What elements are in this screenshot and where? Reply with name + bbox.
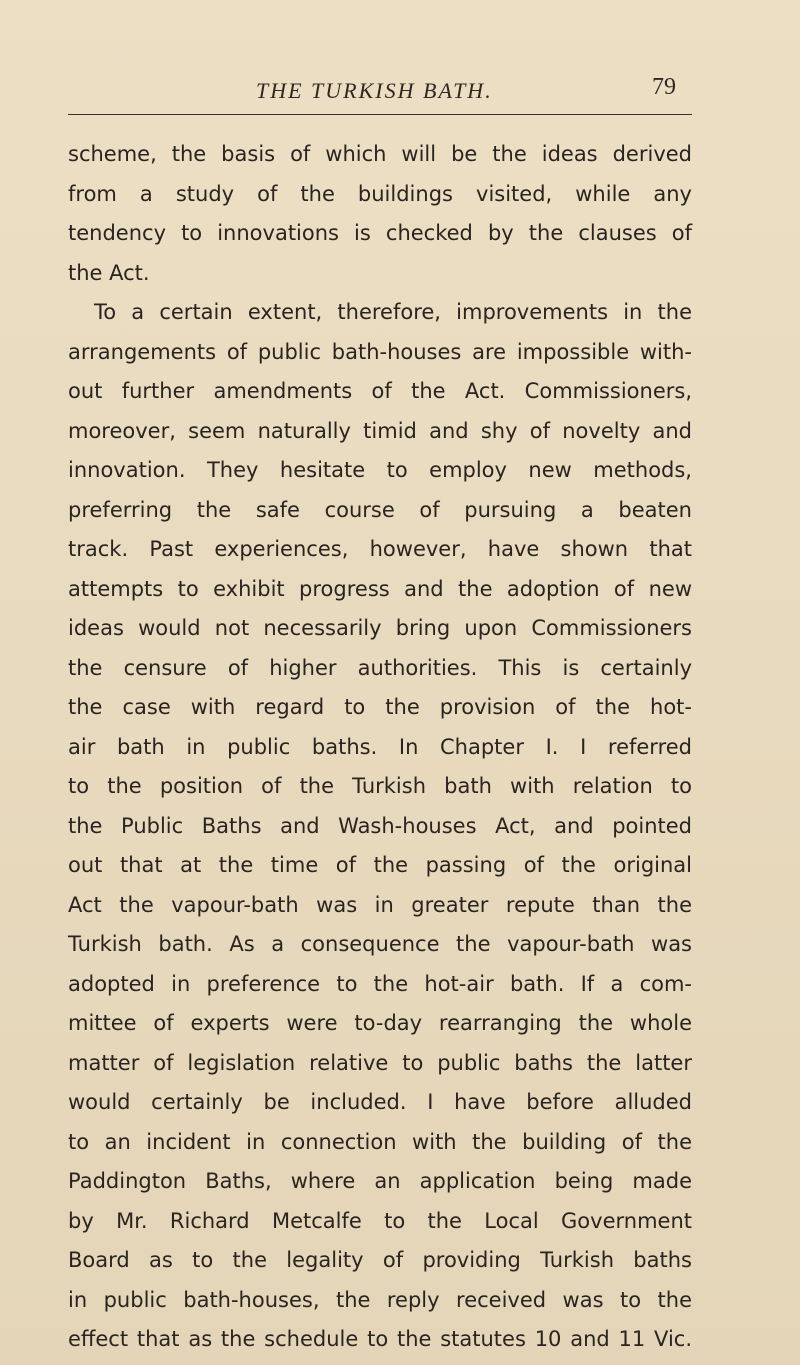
text-line: from a study of the buildings visited, while any xyxy=(68,181,692,206)
text-line: preferring the safe course of pursuing a beaten xyxy=(68,497,692,522)
text-line: the case with regard to the provision of the hot- xyxy=(68,695,692,719)
text-line: arrangements of public bath-houses are impossible with- xyxy=(68,339,692,364)
text-line: To a certain extent, therefore, improvements in the xyxy=(94,300,692,324)
text-line: moreover, seem naturally timid and shy of novelty and xyxy=(68,418,692,443)
text-line: out further amendments of the Act. Commissioners, xyxy=(68,379,692,403)
header-rule xyxy=(68,114,692,115)
text-line: ideas would not necessarily bring upon Commissioners xyxy=(68,616,692,640)
text-line: attempts to exhibit progress and the adoption of new xyxy=(68,576,692,601)
text-line: the Act. xyxy=(68,260,150,285)
page-number: 79 xyxy=(652,74,676,100)
text-line: air bath in public baths. In Chapter I. I referred xyxy=(68,734,692,759)
text-line: effect that as the schedule to the statutes 10 and 11 Vic. xyxy=(68,1327,692,1351)
text-line: Paddington Baths, where an application being made xyxy=(68,1169,692,1193)
text-line: tendency to innovations is checked by the clauses of xyxy=(68,221,692,245)
text-line: to the position of the Turkish bath with relation to xyxy=(68,774,692,798)
text-line: in public bath-houses, the reply received was to the xyxy=(68,1287,692,1312)
text-line: matter of legislation relative to public baths the latter xyxy=(68,1050,692,1075)
text-line: out that at the time of the passing of the original xyxy=(68,853,692,877)
text-line: Act the vapour-bath was in greater repute than the xyxy=(68,892,692,917)
running-title: THE TURKISH BATH. xyxy=(256,78,493,103)
text-line: to an incident in connection with the building of the xyxy=(68,1129,692,1154)
text-line: adopted in preference to the hot-air bath. If a com- xyxy=(68,971,692,996)
text-line: track. Past experiences, however, have shown that xyxy=(68,537,692,561)
text-line: would certainly be included. I have before alluded xyxy=(68,1090,692,1114)
text-line: Board as to the legality of providing Turkish baths xyxy=(68,1248,692,1272)
text-line: innovation. They hesitate to employ new methods, xyxy=(68,458,692,482)
text-line: the censure of higher authorities. This is certainly xyxy=(68,655,692,680)
body-text xyxy=(68,135,692,1360)
text-line: by Mr. Richard Metcalfe to the Local Government xyxy=(68,1208,692,1233)
text-line: scheme, the basis of which will be the ideas derived xyxy=(68,142,692,166)
text-line: the Public Baths and Wash-houses Act, and pointed xyxy=(68,813,692,838)
text-line: Turkish bath. As a consequence the vapour-bath was xyxy=(68,932,692,956)
text-line: mittee of experts were to-day rearranging the whole xyxy=(68,1011,692,1035)
